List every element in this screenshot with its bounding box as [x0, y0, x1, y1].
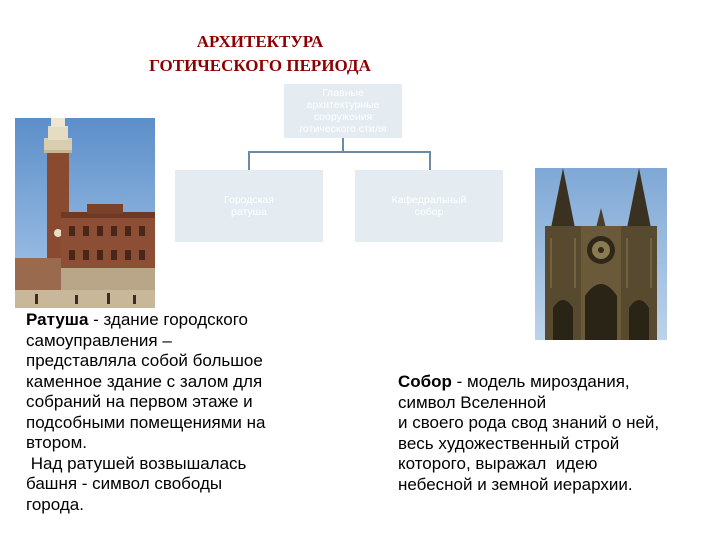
root-line-4: готического стиля — [299, 123, 387, 135]
ratusha-line-1 — [26, 310, 296, 331]
sobor-line-1-text: - модель мироздания, — [451, 372, 630, 391]
left-box-line-1: Городская — [224, 194, 274, 206]
connector-vertical-left — [248, 151, 250, 170]
diagram-root-box — [284, 84, 402, 138]
connector-vertical-right — [429, 151, 431, 170]
title-line-1: АРХИТЕКТУРА — [196, 32, 324, 51]
root-line-1: Главные — [322, 87, 364, 99]
ratusha-line-4: каменное здание с залом для — [26, 371, 263, 391]
sobor-line-2: символ Вселенной — [398, 392, 547, 412]
ratusha-term: Ратуша — [26, 310, 89, 329]
sobor-line-1 — [398, 372, 698, 393]
left-box-line-2: ратуша — [231, 206, 267, 218]
ratusha-line-8: Над ратушей возвышалась — [26, 453, 247, 473]
town-hall-photo — [15, 118, 155, 308]
ratusha-line-7: втором. — [26, 433, 88, 452]
sobor-line-3: и своего рода свод знаний о ней, — [398, 413, 660, 432]
connector-vertical-root — [342, 138, 344, 152]
page-title — [110, 30, 410, 78]
ratusha-line-2: самоуправления – — [26, 330, 172, 350]
ratusha-line-9: башня - символ свободы — [26, 474, 223, 493]
root-line-3: сооружения — [313, 111, 373, 123]
cathedral-photo — [535, 168, 667, 340]
diagram-left-box — [175, 170, 323, 242]
town-hall-illustration — [15, 118, 155, 308]
sobor-line-6: небесной и земной иерархии. — [398, 474, 633, 494]
diagram-right-box — [355, 170, 503, 242]
title-line-2: ГОТИЧЕСКОГО ПЕРИОДА — [149, 56, 371, 75]
ratusha-line-10: города. — [26, 494, 84, 514]
ratusha-line-3: представляла собой большое — [26, 351, 263, 370]
sobor-term: Собор — [398, 372, 452, 391]
root-line-2: архитектурные — [306, 99, 380, 111]
ratusha-line-5: собраний на первом этаже и — [26, 392, 253, 411]
ratusha-line-1-text: - здание городского — [88, 310, 248, 329]
sobor-line-5: которого, выражал идею — [398, 454, 598, 473]
connector-horizontal — [248, 151, 431, 153]
right-box-line-1: Кафедральный — [391, 194, 467, 206]
sobor-description — [398, 372, 698, 495]
sobor-line-4: весь художественный строй — [398, 433, 620, 453]
ratusha-line-6: подсобными помещениями на — [26, 412, 266, 432]
right-box-line-2: собор — [414, 206, 444, 218]
ratusha-description — [26, 310, 296, 515]
cathedral-illustration — [535, 168, 667, 340]
